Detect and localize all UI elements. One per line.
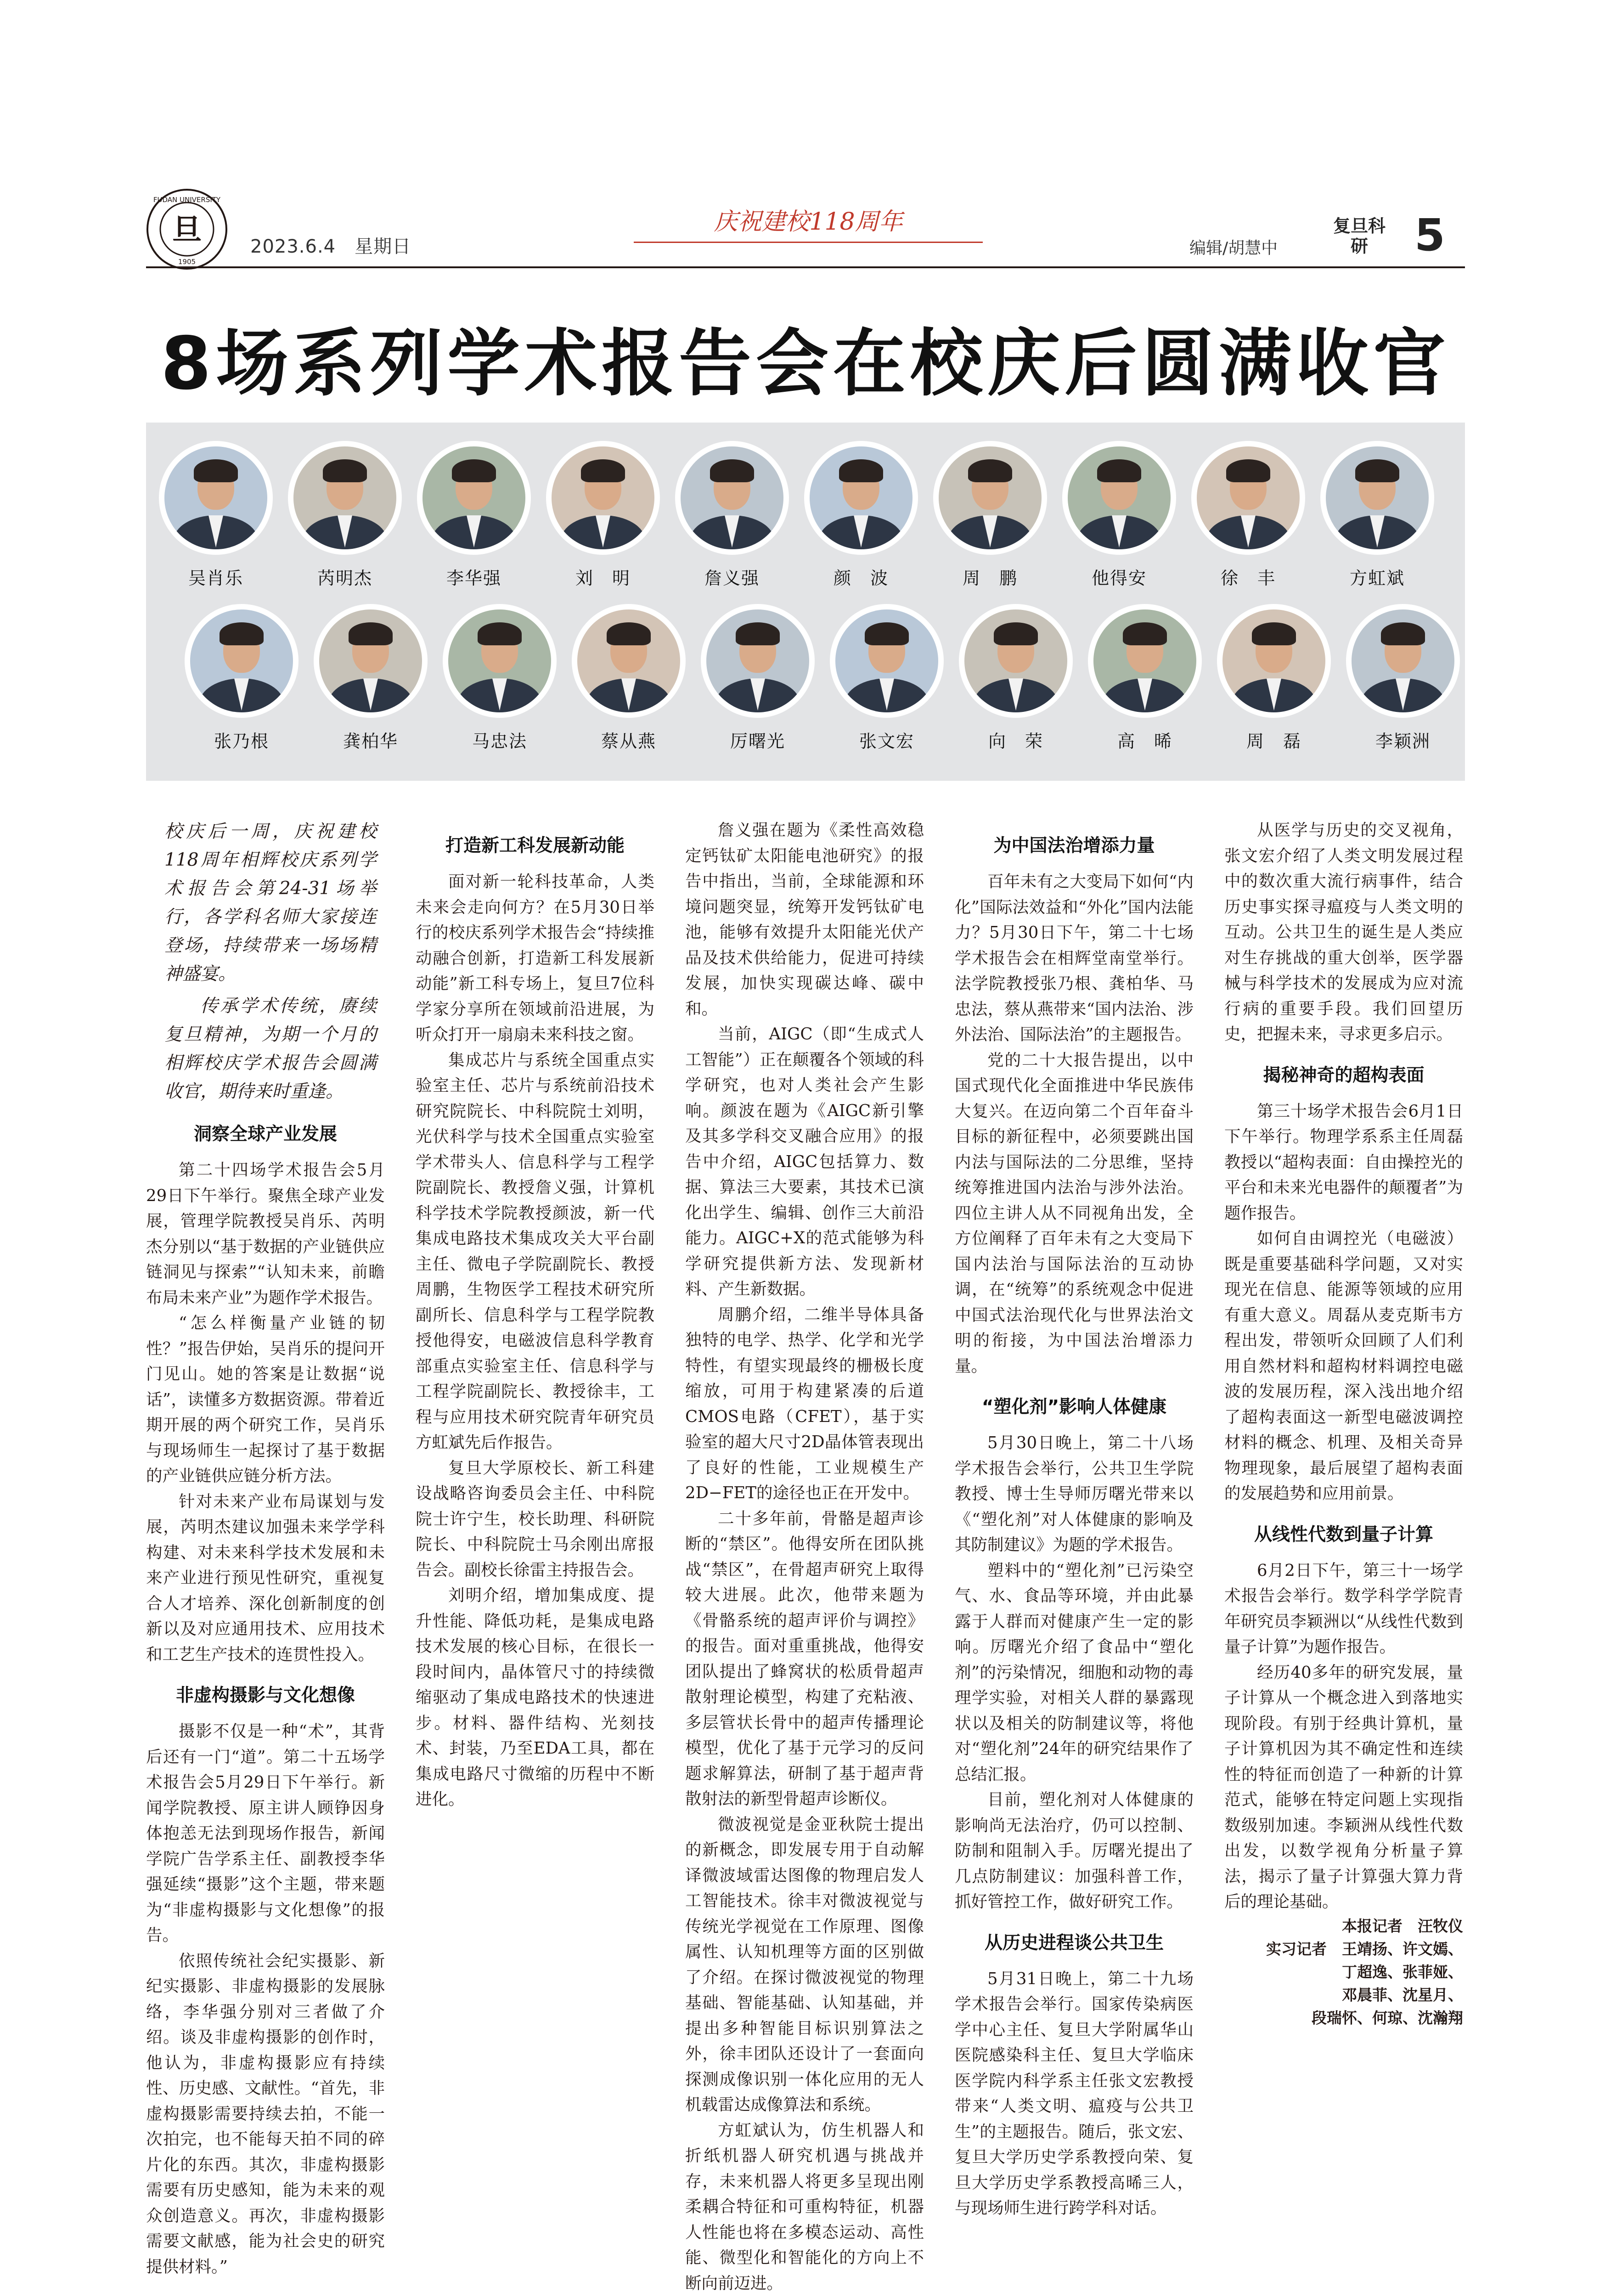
paragraph: 6月2日下午，第三十一场学术报告会举行。数学科学学院青年研究员李颖洲以“从线性代数到量子计算”为题作报告。	[1224, 1558, 1463, 1660]
speaker-portrait	[675, 441, 789, 555]
intern-credit: 段瑞怀、何琼、沈瀚翔	[1224, 2007, 1463, 2030]
speaker-photo-panel	[146, 423, 1465, 781]
editor-credit: 编辑/胡慧中	[1189, 235, 1278, 259]
speaker-portrait	[1346, 604, 1460, 718]
paragraph: 摄影不仅是一种“术”，其背后还有一门“道”。第二十五场学术报告会5月29日下午举行。新闻学院教授、原主讲人顾铮因身体抱恙无法到现场作报告，新闻学院广告学系主任、副教授李华强延续“摄影”这个主题，带来题为“非虚构摄影与文化想像”的报告。	[146, 1719, 385, 1948]
paragraph: 第二十四场学术报告会5月29日下午举行。聚焦全球产业发展，管理学院教授吴肖乐、芮明杰分别以“基于数据的产业链供应链洞见与探索”“认知未来，前瞻布局未来产业”为题作学术报告。	[146, 1157, 385, 1310]
speaker-portrait	[701, 604, 815, 718]
article-column-5	[1224, 818, 1463, 2030]
section-heading-global-industry: 洞察全球产业发展	[146, 1122, 385, 1147]
speaker-name: 周 磊	[1210, 727, 1338, 752]
speaker-name: 芮明杰	[281, 564, 409, 589]
speaker-card	[435, 604, 564, 760]
article-column-1	[146, 818, 385, 2279]
paragraph: 百年未有之大变局下如何“内化”国际法效益和“外化”国内法能力？5月30日下午，第二十七场学术报告会在相辉堂南堂举行。法学院教授张乃根、龚柏华、马忠法，蔡从燕带来“国内法治、涉外法治、国际法治”的主题报告。	[955, 869, 1194, 1048]
speaker-portrait	[288, 441, 402, 555]
paragraph: 塑料中的“塑化剂”已污染空气、水、食品等环境，并由此暴露于人群而对健康产生一定的影响。厉曙光介绍了食品中“塑化剂”的污染情况，细胞和动物的毒理学实验，对相关人群的暴露现状以及相关的防制建议等，将他对“塑化剂”24年的研究结果作了总结汇报。	[955, 1558, 1194, 1788]
section-heading-quantum: 从线性代数到量子计算	[1224, 1522, 1463, 1548]
speaker-name: 张乃根	[177, 727, 306, 752]
paragraph: 从医学与历史的交叉视角，张文宏介绍了人类文明发展过程中的数次重大流行病事件，结合历史事实探寻瘟疫与人类文明的互动。公共卫生的诞生是人类应对生存挑战的重大创举，医学器械与科学技术的发展成为应对流行病的重要手段。我们回望历史，把握未来，寻求更多启示。	[1224, 818, 1463, 1047]
speaker-card	[1081, 604, 1209, 760]
speaker-name: 高 晞	[1081, 727, 1209, 752]
speaker-card	[177, 604, 306, 760]
speaker-card	[281, 441, 409, 597]
reporter-credit: 本报记者 汪牧仪	[1224, 1915, 1463, 1938]
intern-credit: 邓晨菲、沈星月、	[1224, 1984, 1463, 2007]
speaker-card	[1313, 441, 1442, 597]
paragraph: 5月30日晚上，第二十八场学术报告会举行，公共卫生学院教授、博士生导师厉曙光带来以《“塑化剂”对人体健康的影响及其防制建议》为题的学术报告。	[955, 1430, 1194, 1558]
speaker-portrait	[546, 441, 660, 555]
speaker-name: 方虹斌	[1313, 564, 1442, 589]
speaker-card	[668, 441, 796, 597]
paragraph: 针对未来产业布局谋划与发展，芮明杰建议加强未来学学科构建、对未来科学技术发展和未来产业进行预见性研究，重视复合人才培养、深化创新制度的创新以及对应通用技术、应用技术和工艺生产技术的连贯性投入。	[146, 1489, 385, 1668]
section-heading-photography: 非虚构摄影与文化想像	[146, 1683, 385, 1709]
paragraph: 周鹏介绍，二维半导体具备独特的电学、热学、化学和光学特性，有望实现最终的栅极长度缩放，可用于构建紧凑的后道CMOS电路（CFET），基于实验室的超大尺寸2D晶体管表现出了良好的性能，工业规模生产2D−FET的途径也正在开发中。	[685, 1302, 924, 1506]
page-number: 5	[1414, 212, 1445, 258]
svg-text:FUDAN UNIVERSITY: FUDAN UNIVERSITY	[153, 196, 221, 204]
speaker-name: 刘 明	[539, 564, 667, 589]
speaker-portrait	[1062, 441, 1176, 555]
speaker-name: 詹义强	[668, 564, 796, 589]
speaker-name: 张文宏	[822, 727, 951, 752]
paragraph: 詹义强在题为《柔性高效稳定钙钛矿太阳能电池研究》的报告中指出，当前，全球能源和环境问题突显，统筹开发钙钛矿电池，能够有效提升太阳能光伏产品及技术供给能力，促进可持续发展，加快实现碳达峰、碳中和。	[685, 818, 924, 1021]
paragraph: 集成芯片与系统全国重点实验室主任、芯片与系统前沿技术研究院院长、中科院院士刘明，光伏科学与技术全国重点实验室学术带头人、信息科学与工程学院副院长、教授詹义强，计算机科学技术学院教授颜波，新一代集成电路技术集成攻关大平台副主任、微电子学院副院长、教授周鹏，生物医学工程技术研究所副所长、信息科学与工程学院教授他得安，电磁波信息科学教育部重点实验室主任、信息科学与工程学院副院长、教授徐丰，工程与应用技术研究院青年研究员方虹斌先后作报告。	[416, 1048, 654, 1455]
speaker-card	[1184, 441, 1312, 597]
paragraph: 党的二十大报告提出，以中国式现代化全面推进中华民族伟大复兴。在迈向第二个百年奋斗目标的新征程中，必须要跳出国内法与国际法的二分思维，坚持统筹推进国内法治与涉外法治。四位主讲人从不同视角出发，全方位阐释了百年未有之大变局下国内法治与国际法治的互动协调，在“统筹”的系统观念中促进中国式法治现代化与世界法治文明的衔接，为中国法治增添力量。	[955, 1048, 1194, 1379]
speaker-name: 吴肖乐	[152, 564, 280, 589]
speaker-card	[822, 604, 951, 760]
article-column-3	[685, 818, 924, 2296]
speaker-name: 龚柏华	[306, 727, 435, 752]
speaker-portrait	[314, 604, 428, 718]
speaker-portrait	[1088, 604, 1202, 718]
paragraph: 二十多年前，骨骼是超声诊断的“禁区”。他得安所在团队挑战“禁区”，在骨超声研究上取得较大进展。此次，他带来题为《骨骼系统的超声评价与调控》的报告。面对重重挑战，他得安团队提出了蜂窝状的松质骨超声散射理论模型，构建了充粘液、多层管状长骨中的超声传播理论模型，优化了基于元学习的反问题求解算法，研制了基于超声背散射法的新型骨超声诊断仪。	[685, 1506, 924, 1812]
speaker-portrait	[443, 604, 557, 718]
svg-text:1905: 1905	[178, 258, 196, 266]
paragraph: 依照传统社会纪实摄影、新纪实摄影、非虚构摄影的发展脉络，李华强分别对三者做了介绍。谈及非虚构摄影的创作时，他认为，非虚构摄影应有持续性、历史感、文献性。“首先，非虚构摄影需要持续去拍，不能一次拍完，也不能每天拍不同的碎片化的东西。其次，非虚构摄影需要有历史感知，能为未来的观众创造意义。再次，非虚构摄影需要文献感，能为社会史的研究提供材料。”	[146, 1948, 385, 2280]
speaker-name: 李颖洲	[1339, 727, 1467, 752]
header-divider	[146, 266, 1465, 268]
speaker-portrait	[159, 441, 273, 555]
speaker-portrait	[959, 604, 1073, 718]
speaker-portrait	[572, 604, 686, 718]
paragraph: 方虹斌认为，仿生机器人和折纸机器人研究机遇与挑战并存，未来机器人将更多呈现出刚柔耦合特征和可重构特征，机器人性能也将在多模态运动、高性能、微型化和智能化的方向上不断向前迈进。	[685, 2118, 924, 2296]
speaker-card	[306, 604, 435, 760]
speaker-card	[539, 441, 667, 597]
article-lead: 校庆后一周，庆祝建校118周年相辉校庆系列学术报告会第24-31场举行，各学科名师大家接连登场，持续带来一场场精神盛宴。	[146, 818, 385, 988]
intern-credit: 丁超逸、张菲娅、	[1224, 1961, 1463, 1984]
paragraph: 5月31日晚上，第二十九场学术报告会举行。国家传染病医学中心主任、复旦大学附属华山医院感染科主任、复旦大学临床医学院内科学系主任张文宏教授带来“人类文明、瘟疫与公共卫生”的主题报告。随后，张文宏、复旦大学历史学系教授向荣、复旦大学历史学系教授高晞三人，与现场师生进行跨学科对话。	[955, 1966, 1194, 2221]
speaker-name: 蔡从燕	[564, 727, 693, 752]
speaker-name: 向 荣	[952, 727, 1080, 752]
page-headline: 8场系列学术报告会在校庆后圆满收官	[146, 305, 1465, 410]
paragraph: 第三十场学术报告会6月1日下午举行。物理学系系主任周磊教授以“超构表面：自由操控光的平台和未来光电器件的颠覆者”为题作报告。	[1224, 1099, 1463, 1226]
speaker-card	[797, 441, 925, 597]
paragraph: 面对新一轮科技革命，人类未来会走向何方？在5月30日举行的校庆系列学术报告会“持续推动融合创新，打造新工科发展新动能”新工科专场上，复旦7位科学家分享所在领域前沿进展，为听众打开一扇扇未来科技之窗。	[416, 869, 654, 1048]
speaker-portrait	[185, 604, 299, 718]
section-heading-public-health: 从历史进程谈公共卫生	[955, 1930, 1194, 1956]
article-column-2	[416, 818, 654, 1812]
slogan-underline	[634, 242, 983, 243]
paragraph: “怎么样衡量产业链的韧性？”报告伊始，吴肖乐的提问开门见山。她的答案是让数据“说话”，读懂多方数据资源。带着近期开展的两个研究工作，吴肖乐与现场师生一起探讨了基于数据的产业链供应链分析方法。	[146, 1310, 385, 1489]
speaker-portrait	[1320, 441, 1434, 555]
issue-date: 2023.6.4 星期日	[250, 232, 411, 258]
section-name: 复旦科研	[1332, 216, 1387, 256]
svg-text:旦: 旦	[172, 213, 202, 247]
speaker-name: 周 鹏	[926, 564, 1054, 589]
speaker-card	[410, 441, 538, 597]
intern-credit: 实习记者 王靖扬、许文嫣、	[1224, 1938, 1463, 1961]
speaker-name: 他得安	[1055, 564, 1183, 589]
speaker-name: 马忠法	[435, 727, 564, 752]
speaker-card	[952, 604, 1080, 760]
speaker-portrait	[417, 441, 531, 555]
section-heading-plasticizer: “塑化剂”影响人体健康	[955, 1394, 1194, 1420]
speaker-card	[564, 604, 693, 760]
speaker-name: 颜 波	[797, 564, 925, 589]
section-heading-metasurface: 揭秘神奇的超构表面	[1224, 1063, 1463, 1089]
paragraph: 当前，AIGC（即“生成式人工智能”）正在颠覆各个领域的科学研究，也对人类社会产生影响。颜波在题为《AIGC新引擎及其多学科交叉融合应用》的报告中介绍，AIGC包括算力、数据、算法三大要素，其技术已演化出学生、编辑、创作三大前沿能力。AIGC+X的范式能够为科学研究提供新方法、发现新材料、产生新数据。	[685, 1021, 924, 1302]
paragraph: 目前，塑化剂对人体健康的影响尚无法治疗，仍可以控制、防制和阻制入手。厉曙光提出了几点防制建议：加强科普工作，抓好管控工作，做好研究工作。	[955, 1787, 1194, 1915]
speaker-portrait	[1191, 441, 1305, 555]
speaker-portrait	[830, 604, 944, 718]
paragraph: 复旦大学原校长、新工科建设战略咨询委员会主任、中科院院士许宁生，校长助理、科研院院长、中科院院士马余刚出席报告会。副校长徐雷主持报告会。	[416, 1455, 654, 1583]
article-column-4	[955, 818, 1194, 2221]
speaker-name: 李华强	[410, 564, 538, 589]
speaker-card	[152, 441, 280, 597]
speaker-card	[926, 441, 1054, 597]
speaker-card	[693, 604, 822, 760]
speaker-card	[1055, 441, 1183, 597]
speaker-portrait	[933, 441, 1047, 555]
section-heading-new-engineering: 打造新工科发展新动能	[416, 833, 654, 859]
paragraph: 如何自由调控光（电磁波）既是重要基础科学问题，又对实现光在信息、能源等领域的应用有重大意义。周磊从麦克斯韦方程出发，带领听众回顾了人们利用自然材料和超构材料调控电磁波的发展历程，深入浅出地介绍了超构表面这一新型电磁波调控材料的概念、机理、及相关奇异物理现象，最后展望了超构表面的发展趋势和应用前景。	[1224, 1226, 1463, 1506]
paragraph: 微波视觉是金亚秋院士提出的新概念，即发展专用于自动解译微波域雷达图像的物理启发人工智能技术。徐丰对微波视觉与传统光学视觉在工作原理、图像属性、认知机理等方面的区别做了介绍。在探讨微波视觉的物理基础、智能基础、认知基础，并提出多种智能目标识别算法之外，徐丰团队还设计了一套面向探测成像识别一体化应用的无人机载雷达成像算法和系统。	[685, 1812, 924, 2118]
paragraph: 经历40多年的研究发展，量子计算从一个概念进入到落地实现阶段。有别于经典计算机，量子计算机因为其不确定性和连续性的特征而创造了一种新的计算范式，能够在特定问题上实现指数级别加速。李颖洲从线性代数出发，以数学视角分析量子算法，揭示了量子计算强大算力背后的理论基础。	[1224, 1660, 1463, 1915]
speaker-portrait	[1217, 604, 1331, 718]
speaker-portrait	[804, 441, 918, 555]
speaker-name: 厉曙光	[693, 727, 822, 752]
speaker-card	[1339, 604, 1467, 760]
section-heading-rule-of-law: 为中国法治增添力量	[955, 833, 1194, 859]
article-lead-2: 传承学术传统，赓续复旦精神，为期一个月的相辉校庆学术报告会圆满收官，期待来时重逢。	[146, 992, 385, 1106]
fudan-university-logo	[146, 188, 228, 270]
anniversary-slogan: 庆祝建校118周年	[680, 202, 937, 237]
speaker-name: 徐 丰	[1184, 564, 1312, 589]
speaker-card	[1210, 604, 1338, 760]
paragraph: 刘明介绍，增加集成度、提升性能、降低功耗，是集成电路技术发展的核心目标，在很长一段时间内，晶体管尺寸的持续微缩驱动了集成电路技术的快速进步。材料、器件结构、光刻技术、封装，乃至EDA工具，都在集成电路尺寸微缩的历程中不断进化。	[416, 1583, 654, 1812]
